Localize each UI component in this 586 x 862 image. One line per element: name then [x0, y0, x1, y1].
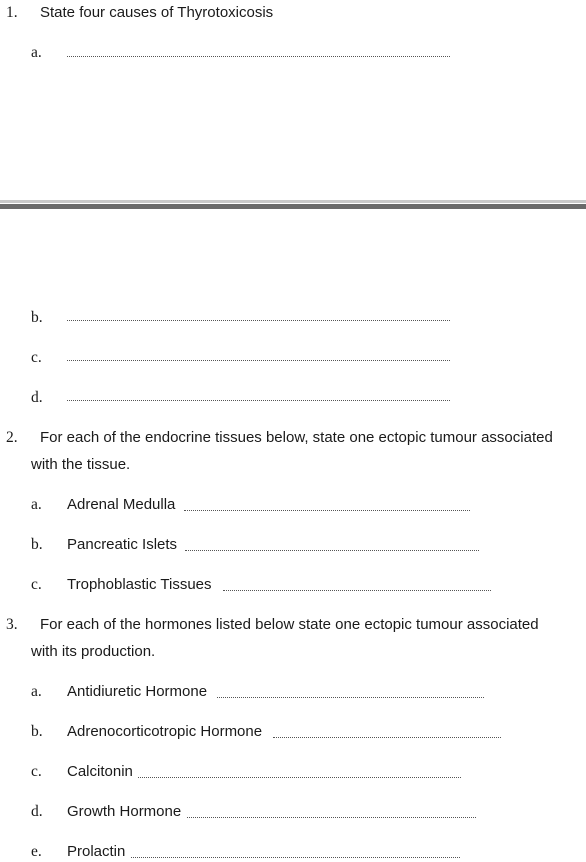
q2-item-a-label: Adrenal Medulla [67, 496, 176, 513]
question-1-text: State four causes of Thyrotoxicosis [40, 4, 274, 21]
question-2-number: 2. [6, 429, 18, 446]
q3-item-e-letter: e. [31, 843, 42, 860]
q1-item-b-letter: b. [31, 309, 43, 326]
question-3-line-2: with its production. [31, 643, 156, 660]
q3-item-b-letter: b. [31, 723, 43, 740]
q1-item-b-answer-line[interactable] [67, 320, 450, 321]
q3-item-e-label: Prolactin [67, 843, 126, 860]
q3-item-c-label: Calcitonin [67, 763, 133, 780]
page-separator-light [0, 200, 586, 203]
q3-item-d-label: Growth Hormone [67, 803, 182, 820]
question-1-number: 1. [6, 4, 18, 21]
q3-item-a-label: Antidiuretic Hormone [67, 683, 208, 700]
q2-item-b-label: Pancreatic Islets [67, 536, 178, 553]
q3-item-a-answer-line[interactable] [217, 697, 484, 698]
q3-item-d-letter: d. [31, 803, 43, 820]
q1-item-a-letter: a. [31, 44, 42, 61]
q1-item-d-letter: d. [31, 389, 43, 406]
q1-item-a-answer-line[interactable] [67, 56, 450, 57]
q2-item-b-letter: b. [31, 536, 43, 553]
q2-item-b-answer-line[interactable] [185, 550, 479, 551]
q3-item-b-label: Adrenocorticotropic Hormone [67, 723, 263, 740]
q3-item-d-answer-line[interactable] [187, 817, 476, 818]
q3-item-c-answer-line[interactable] [138, 777, 461, 778]
q1-item-c-letter: c. [31, 349, 42, 366]
q2-item-c-label: Trophoblastic Tissues [67, 576, 212, 593]
question-2-line-2: with the tissue. [31, 456, 131, 473]
q3-item-a-letter: a. [31, 683, 42, 700]
q2-item-a-answer-line[interactable] [184, 510, 470, 511]
q3-item-e-answer-line[interactable] [131, 857, 460, 858]
q2-item-c-letter: c. [31, 576, 42, 593]
q3-item-c-letter: c. [31, 763, 42, 780]
question-2-line-1: For each of the endocrine tissues below, state one ectopic tumour associated [40, 429, 553, 446]
q1-item-d-answer-line[interactable] [67, 400, 450, 401]
q2-item-a-letter: a. [31, 496, 42, 513]
q3-item-b-answer-line[interactable] [273, 737, 501, 738]
page-separator-dark [0, 204, 586, 209]
question-3-number: 3. [6, 616, 18, 633]
q2-item-c-answer-line[interactable] [223, 590, 491, 591]
q1-item-c-answer-line[interactable] [67, 360, 450, 361]
question-3-line-1: For each of the hormones listed below state one ectopic tumour associated [40, 616, 539, 633]
